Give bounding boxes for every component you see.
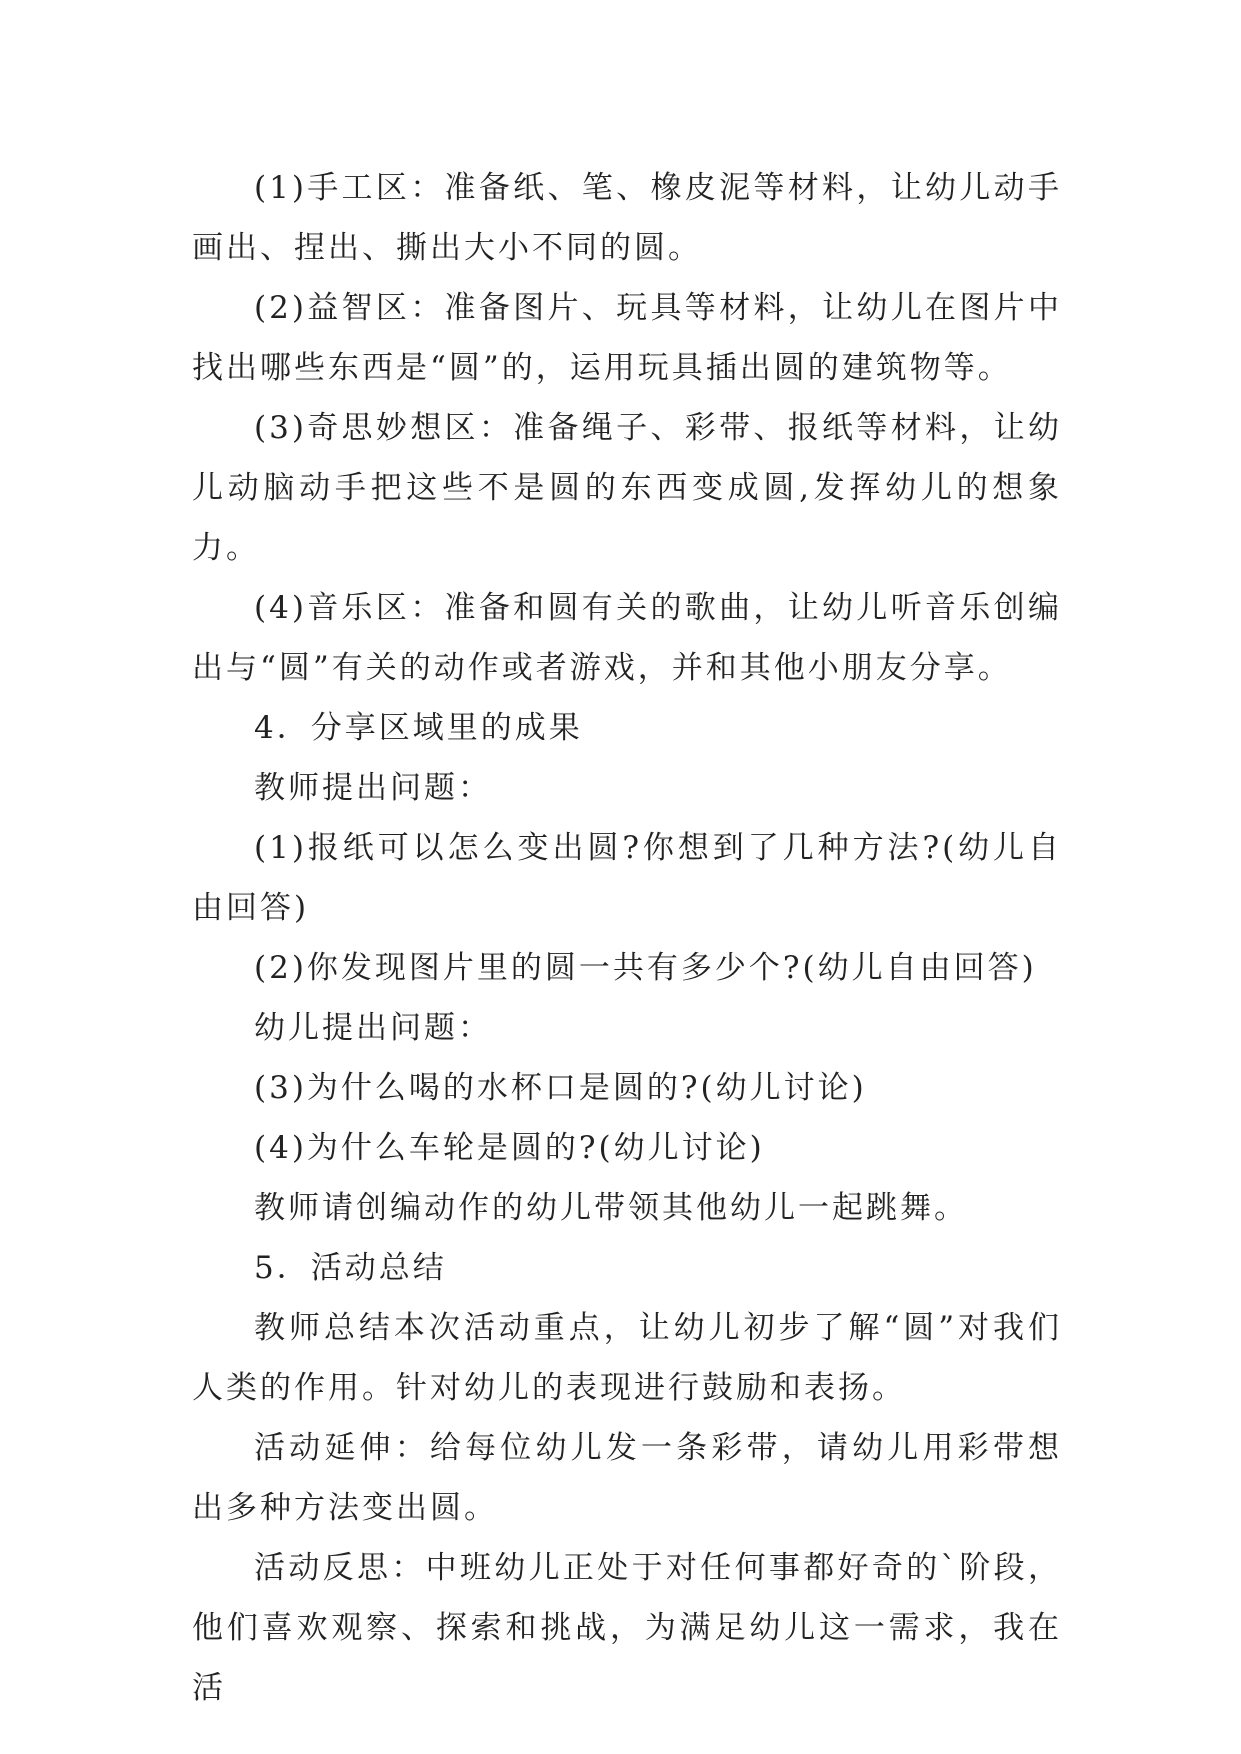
paragraph-extension: 活动延伸：给每位幼儿发一条彩带，请幼儿用彩带想出多种方法变出圆。 (192, 1430, 1062, 1526)
paragraph-imagination-area: (3)奇思妙想区：准备绳子、彩带、报纸等材料，让幼儿动脑动手把这些不是圆的东西变成圆,发挥幼儿的想象力。 (192, 410, 1062, 566)
paragraph-music-area: (4)音乐区：准备和圆有关的歌曲，让幼儿听音乐创编出与“圆”有关的动作或者游戏，并和其他小朋友分享。 (192, 590, 1062, 686)
paragraph-question-1: (1)报纸可以怎么变出圆?你想到了几种方法?(幼儿自由回答) (192, 830, 1062, 926)
paragraph-teacher-questions-label: 教师提出问题： (254, 770, 492, 806)
paragraph-question-2: (2)你发现图片里的圆一共有多少个?(幼儿自由回答) (254, 950, 1037, 986)
paragraph-question-3: (3)为什么喝的水杯口是圆的?(幼儿讨论) (254, 1070, 867, 1106)
paragraph-question-4: (4)为什么车轮是圆的?(幼儿讨论) (254, 1130, 765, 1166)
section-heading-summary: 5．活动总结 (254, 1250, 447, 1286)
paragraph-child-questions-label: 幼儿提出问题： (254, 1010, 492, 1046)
paragraph-dance: 教师请创编动作的幼儿带领其他幼儿一起跳舞。 (254, 1190, 968, 1226)
paragraph-summary: 教师总结本次活动重点，让幼儿初步了解“圆”对我们人类的作用。针对幼儿的表现进行鼓励和表扬。 (192, 1310, 1062, 1406)
document-body (192, 158, 1062, 1718)
paragraph-handcraft-area: (1)手工区：准备纸、笔、橡皮泥等材料，让幼儿动手画出、捏出、撕出大小不同的圆。 (192, 170, 1062, 266)
paragraph-reflection: 活动反思：中班幼儿正处于对任何事都好奇的`阶段，他们喜欢观察、探索和挑战，为满足幼儿这一需求，我在活 (192, 1550, 1062, 1706)
section-heading-share-results: 4．分享区域里的成果 (254, 710, 583, 746)
paragraph-puzzle-area: (2)益智区：准备图片、玩具等材料，让幼儿在图片中找出哪些东西是“圆”的，运用玩具插出圆的建筑物等。 (192, 290, 1062, 386)
